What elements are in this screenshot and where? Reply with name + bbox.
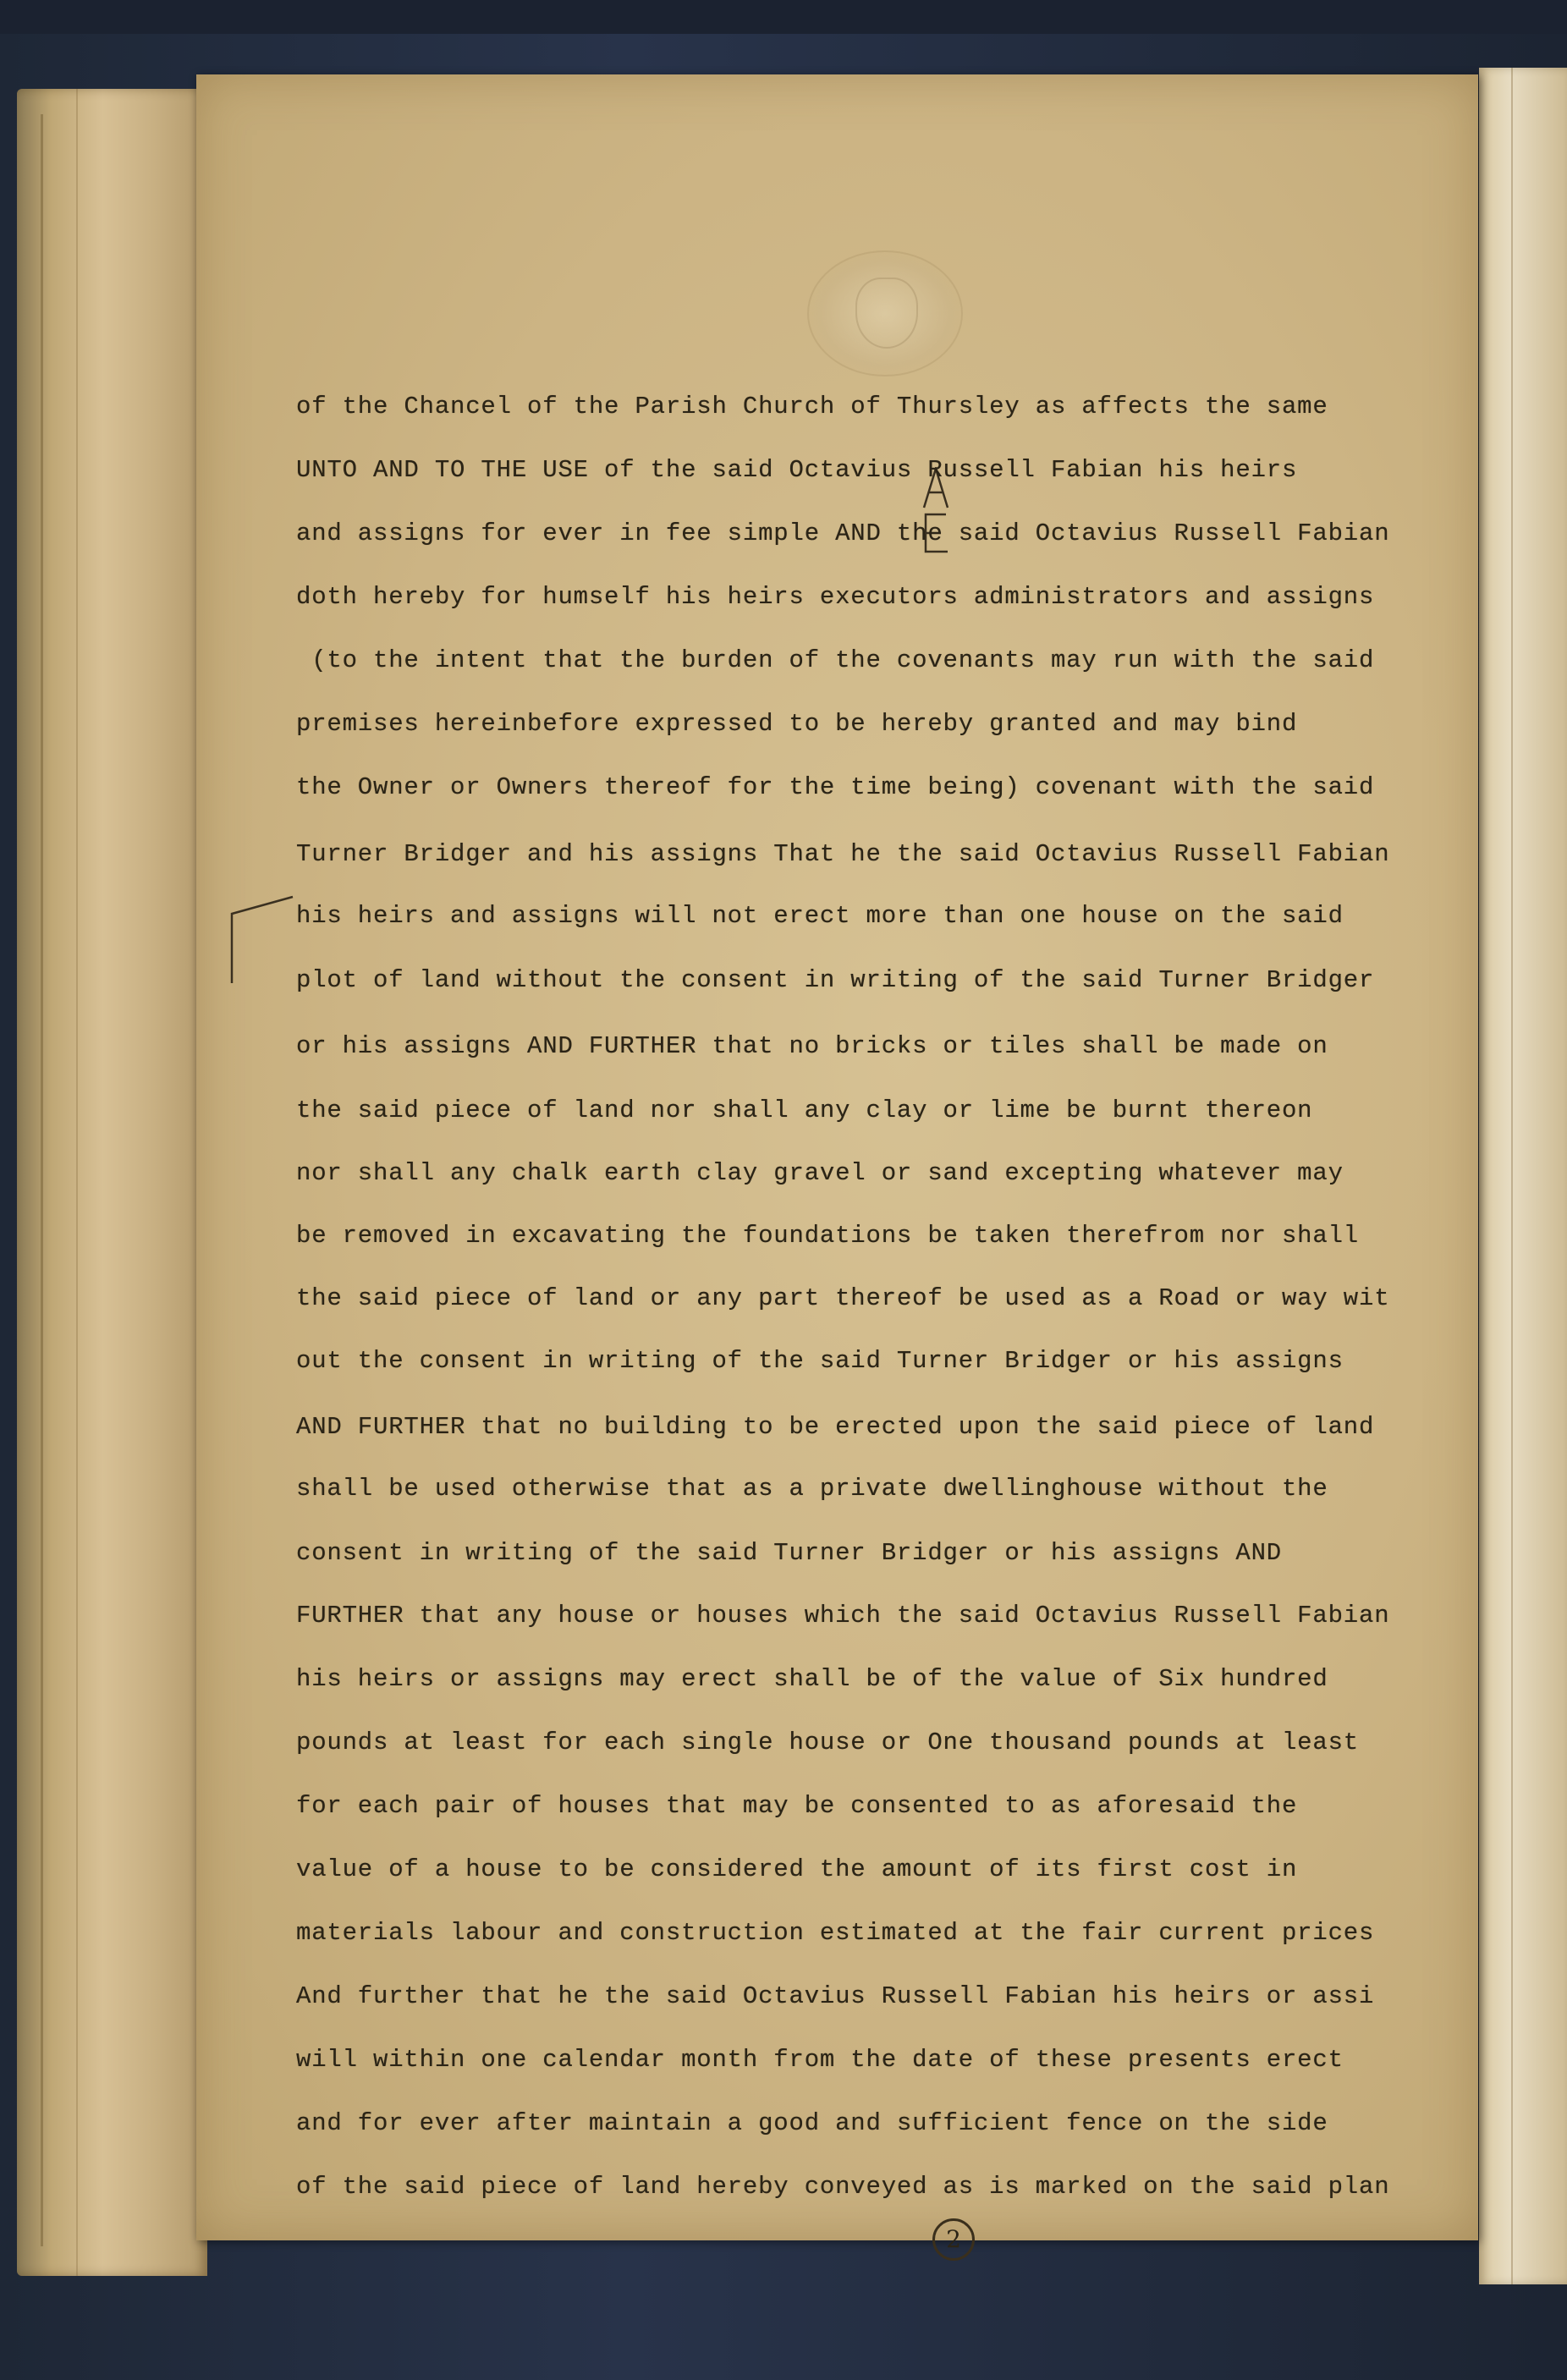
text-line: the said piece of land or any part thereof be used as a Road or way wit bbox=[296, 1284, 1390, 1312]
typed-body-text bbox=[296, 0, 1481, 2380]
text-line: for each pair of houses that may be consented to as aforesaid the bbox=[296, 1792, 1298, 1820]
left-page-edges bbox=[17, 89, 207, 2276]
text-line: nor shall any chalk earth clay gravel or sand excepting whatever may bbox=[296, 1159, 1344, 1187]
text-line: his heirs or assigns may erect shall be of the value of Six hundred bbox=[296, 1665, 1328, 1693]
text-line: and for ever after maintain a good and sufficient fence on the side bbox=[296, 2109, 1328, 2137]
text-line: Turner Bridger and his assigns That he the said Octavius Russell Fabian bbox=[296, 840, 1390, 868]
text-line: value of a house to be considered the amount of its first cost in bbox=[296, 1855, 1298, 1883]
margin-bracket-annotation bbox=[227, 895, 296, 985]
text-line: shall be used otherwise that as a private dwellinghouse without the bbox=[296, 1475, 1328, 1503]
text-line: the Owner or Owners thereof for the time being) covenant with the said bbox=[296, 773, 1375, 801]
text-line: materials labour and construction estimated at the fair current prices bbox=[296, 1919, 1375, 1947]
text-line: or his assigns AND FURTHER that no bricks or tiles shall be made on bbox=[296, 1032, 1328, 1060]
text-line: out the consent in writing of the said Turner Bridger or his assigns bbox=[296, 1347, 1344, 1375]
text-line: premises hereinbefore expressed to be hereby granted and may bind bbox=[296, 710, 1298, 738]
text-line: FURTHER that any house or houses which the said Octavius Russell Fabian bbox=[296, 1602, 1390, 1630]
page-number: 2 bbox=[932, 2218, 975, 2261]
text-line: the said piece of land nor shall any clay or lime be burnt thereon bbox=[296, 1097, 1313, 1124]
text-line: consent in writing of the said Turner Bridger or his assigns AND bbox=[296, 1539, 1282, 1567]
text-line: of the said piece of land hereby conveyed as is marked on the said plan bbox=[296, 2173, 1390, 2201]
text-line: doth hereby for humself his heirs executors administrators and assigns bbox=[296, 583, 1375, 611]
text-line: pounds at least for each single house or One thousand pounds at least bbox=[296, 1729, 1359, 1756]
text-line: will within one calendar month from the date of these presents erect bbox=[296, 2046, 1344, 2074]
text-line: his heirs and assigns will not erect more than one house on the said bbox=[296, 902, 1344, 930]
text-line: be removed in excavating the foundations be taken therefrom nor shall bbox=[296, 1222, 1359, 1250]
right-page-edge bbox=[1479, 68, 1567, 2284]
text-line: plot of land without the consent in writing of the said Turner Bridger bbox=[296, 966, 1375, 994]
text-line: And further that he the said Octavius Russell Fabian his heirs or assi bbox=[296, 1982, 1375, 2010]
text-line: of the Chancel of the Parish Church of Thursley as affects the same bbox=[296, 393, 1328, 420]
text-line: (to the intent that the burden of the covenants may run with the said bbox=[296, 646, 1375, 674]
text-line: and assigns for ever in fee simple AND the said Octavius Russell Fabian bbox=[296, 519, 1390, 547]
text-line: AND FURTHER that no building to be erected upon the said piece of land bbox=[296, 1413, 1375, 1441]
text-line: UNTO AND TO THE USE of the said Octavius Russell Fabian his heirs bbox=[296, 456, 1298, 484]
